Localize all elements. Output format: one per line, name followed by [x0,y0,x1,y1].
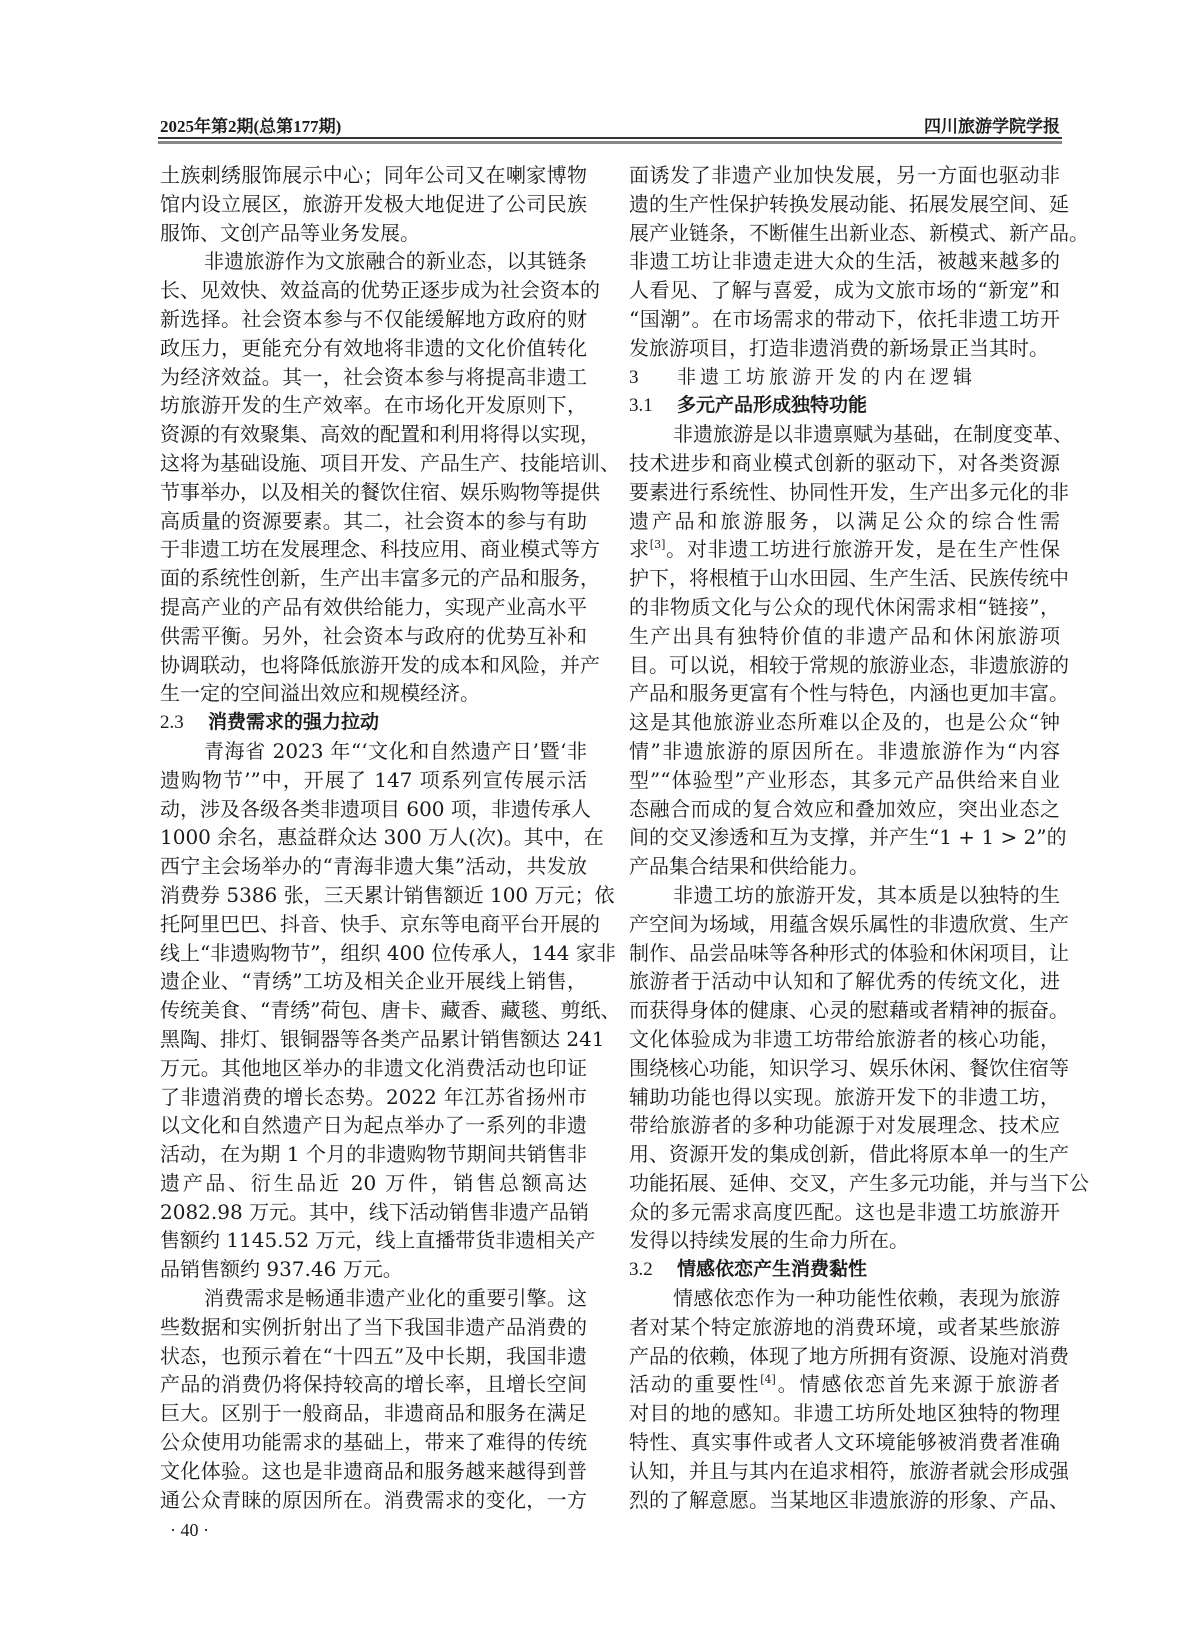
line-text: 公众使用功能需求的基础上，带来了难得的传统 [160,1430,587,1455]
text-line [629,679,1069,708]
line-text: 人看见、了解与喜爱，成为文旅市场的“新宠”和 [629,278,1060,303]
text-line [629,507,1060,536]
line-text: 品销售额约 937.46 万元。 [160,1257,403,1282]
text-line [160,334,587,363]
line-text: 护下，将根植于山水田园、生产生活、民族传统中 [629,566,1069,591]
line-text: 面诱发了非遗产业加快发展，另一方面也驱动非 [629,163,1060,187]
line-text: 认知，并且与其内在追求相符，旅游者就会形成强 [629,1458,1069,1483]
line-text: 些数据和实例折射出了当下我国非遗产品消费的 [160,1314,587,1339]
text-line [160,190,587,219]
text-line [629,334,1060,363]
line-text: 众的多元需求高度匹配。这也是非遗工坊旅游开 [629,1199,1060,1224]
text-line [629,564,1069,593]
line-text: 制作、品尝品味等各种形式的体验和休闲项目，让 [629,940,1069,965]
line-text: 产空间为场域，用蕴含娱乐属性的非遗欣赏、生产 [629,911,1069,936]
line-text: 非遗工坊让非遗走进大众的生活，被越来越多的 [629,249,1060,274]
text-line [160,679,587,708]
text-line [160,939,616,968]
line-text: 的非物质文化与公众的现代休闲需求相“链接”， [629,594,1060,619]
line-text: 间的交叉渗透和互为支撑，并产生“1 + 1 > 2”的 [629,825,1067,850]
text-line [160,1083,587,1112]
text-line [629,478,1069,507]
text-line [629,1428,1060,1457]
line-text: 面的系统性创新，生产出丰富多元的产品和服务， [160,566,600,591]
text-line [160,795,591,824]
line-text: 遗企业、“青绣”工坊及相关企业开展线上销售， [160,969,587,994]
text-line [629,1457,1069,1486]
text-line [629,305,1060,334]
text-line [629,276,1060,305]
line-text: 而获得身体的健康、心灵的慰藉或者精神的振奋。 [629,998,1069,1023]
line-text: 活动的重要性 [629,1372,761,1397]
text-line [160,1226,596,1255]
text-line [160,305,587,334]
text-line [160,219,587,248]
line-text: 非遗旅游作为文旅融合的新业态，以其链条 [204,249,587,274]
text-line [629,1370,1060,1399]
text-line [160,622,587,651]
text-line [629,1198,1060,1227]
line-text: 活动，在为期 1 个月的非遗购物节期间共销售非 [160,1142,587,1167]
text-line [160,852,587,881]
line-text: 传统美食、“青绣”荷包、唐卡、藏香、藏毯、剪纸、 [160,998,621,1023]
line-text: 遗产品和旅游服务，以满足公众的综合性需 [629,508,1060,533]
text-line [629,420,1073,449]
line-text: 馆内设立展区，旅游开发极大地促进了公司民族 [160,191,587,216]
text-line [160,823,604,852]
line-text: 遗的生产性保护转换发展动能、拓展发展空间、延 [629,191,1069,216]
text-line [629,1083,1060,1112]
line-text: 2082.98 万元。其中，线下活动销售非遗产品销 [160,1199,590,1224]
text-line [629,967,1060,996]
line-text: “国潮”。在市场需求的带动下，依托非遗工坊开 [629,306,1060,331]
line-text: 这是其他旅游业态所难以企及的，也是公众“钟 [629,710,1060,735]
line-text: 动，涉及各级各类非遗项目 600 项，非遗传承人 [160,796,591,821]
line-text: 为经济效益。其一，社会资本参与将提高非遗工 [160,364,587,389]
text-line [160,363,587,392]
section-number: 2.3 [160,712,184,734]
line-text: 资源的有效聚集、高效的配置和利用将得以实现， [160,422,600,447]
text-line [629,1111,1060,1140]
heading-text: 多元产品形成独特功能 [677,394,868,417]
line-text: 生产出具有独特价值的非遗产品和休闲旅游项 [629,623,1060,648]
heading-text: 非遗工坊旅游开发的内在逻辑 [677,365,977,388]
left-column [160,161,621,1514]
line-text: 提高产业的产品有效供给能力，实现产业高水平 [160,594,587,619]
text-line [629,939,1069,968]
text-line [629,190,1069,219]
text-line [629,737,1060,766]
line-text: 产品和服务更富有个性与特色，内涵也更加丰富。 [629,681,1069,706]
line-text: 技术进步和商业模式创新的驱动下，对各类资源 [629,450,1060,475]
line-text: 特性、真实事件或者人文环境能够被消费者准确 [629,1430,1060,1455]
header-rule [158,137,1062,139]
heading-text: 情感依恋产生消费黏性 [677,1258,868,1281]
text-line [160,161,587,190]
line-text: 求 [629,537,650,562]
section-heading [629,363,1060,392]
text-line [160,507,587,536]
line-text: 产品的依赖，体现了地方所拥有资源、设施对消费 [629,1343,1069,1368]
section-heading [160,708,587,737]
section-number: 3.1 [629,395,653,417]
line-text: 非遗旅游是以非遗禀赋为基础，在制度变革、 [673,422,1073,447]
line-text: 消费券 5386 张，三天累计销售额近 100 万元；依 [160,882,615,907]
text-line [629,1226,1060,1255]
text-line [160,1486,587,1515]
line-text: 托阿里巴巴、抖音、快手、京东等电商平台开展的 [160,911,600,936]
text-line [160,1284,587,1313]
line-text: 对目的地的感知。非遗工坊所处地区独特的物理 [629,1401,1060,1426]
text-line [629,1025,1060,1054]
line-text: 辅助功能也得以实现。旅游开发下的非遗工坊， [629,1084,1060,1109]
line-text: 态融合而成的复合效应和叠加效应，突出业态之 [629,796,1060,821]
text-line [160,1428,587,1457]
text-line [160,881,615,910]
line-text: 土族刺绣服饰展示中心；同年公司又在喇家博物 [160,163,587,187]
line-text: 者对某个特定旅游地的消费环境，或者某些旅游 [629,1314,1060,1339]
line-text: 情”非遗旅游的原因所在。非遗旅游作为“内容 [629,738,1060,763]
text-line [629,219,1089,248]
line-text: 遗购物节’”中，开展了 147 项系列宣传展示活 [160,767,587,792]
line-text: 型”“体验型”产业形态，其多元产品供给来自业 [629,767,1060,792]
line-text: 1000 余名，惠益群众达 300 万人(次)。其中，在 [160,825,604,850]
line-text: 目。可以说，相较于常规的旅游业态，非遗旅游的 [629,652,1069,677]
text-line [629,161,1060,190]
line-text: 巨大。区别于一般商品，非遗商品和服务在满足 [160,1401,587,1426]
line-text: 售额约 1145.52 万元，线上直播带货非遗相关产 [160,1228,596,1253]
line-text: 遗产品、衍生品近 20 万件，销售总额高达 [160,1170,587,1195]
header-rule-secondary [158,141,1062,144]
text-line [160,910,600,939]
text-line [629,535,1060,564]
text-line [160,1198,590,1227]
section-heading [629,1255,1060,1284]
text-line [629,1169,1089,1198]
line-text: 于非遗工坊在发展理念、科技应用、商业模式等方 [160,537,600,562]
text-line [629,1342,1069,1371]
line-text: 供需平衡。另外，社会资本与政府的优势互补和 [160,623,587,648]
text-line [160,996,621,1025]
line-text: 情感依恋作为一种功能性依赖，表现为旅游 [673,1286,1060,1311]
journal-title: 四川旅游学院学报 [924,117,1060,136]
text-line [160,1399,587,1428]
line-text: 要素进行系统性、协同性开发，生产出多元化的非 [629,479,1069,504]
citation-ref[interactable]: [3] [649,538,666,552]
line-text: 发旅游项目，打造非遗消费的新场景正当其时。 [629,335,1049,360]
text-line [160,766,587,795]
line-text: 用、资源开发的集成创新，借此将原本单一的生产 [629,1142,1069,1167]
text-line [629,1140,1069,1169]
text-line [629,1284,1060,1313]
text-line [629,651,1069,680]
section-heading [629,391,1060,420]
text-line [160,535,600,564]
issue-info: 2025年第2期(总第177期) [160,117,342,136]
text-line [160,478,600,507]
text-line [160,420,600,449]
text-line [629,852,1060,881]
text-line [160,391,587,420]
text-line [160,564,600,593]
text-line [160,1169,587,1198]
text-line [629,1054,1069,1083]
line-text: 生一定的空间溢出效应和规模经济。 [160,681,480,706]
line-text: 旅游者于活动中认知和了解优秀的传统文化，进 [629,969,1060,994]
text-line [160,1140,587,1169]
text-line [629,247,1060,276]
text-line [629,593,1060,622]
line-text: 文化体验。这也是非遗商品和服务越来越得到普 [160,1458,587,1483]
line-text: 协调联动，也将降低旅游开发的成本和风险，并产 [160,652,600,677]
heading-text: 消费需求的强力拉动 [208,711,380,734]
text-line [160,1255,587,1284]
text-line [629,795,1060,824]
text-line [629,1313,1060,1342]
line-text: 。情感依恋首先来源于旅游者 [775,1372,1061,1397]
line-text: 了非遗消费的增长态势。2022 年江苏省扬州市 [160,1084,587,1109]
text-line [160,449,620,478]
line-text: 发得以持续发展的生命力所在。 [629,1228,909,1253]
line-text: 产品的消费仍将保持较高的增长率，且增长空间 [160,1372,587,1397]
line-text: 以文化和自然遗产日为起点举办了一系列的非遗 [160,1113,587,1138]
text-line [629,449,1060,478]
right-column [629,161,1089,1514]
text-line [629,622,1060,651]
text-line [160,593,587,622]
line-text: 政压力，更能充分有效地将非遗的文化价值转化 [160,335,587,360]
text-line [160,1370,587,1399]
text-line [160,737,587,766]
text-line [160,651,600,680]
line-text: 高质量的资源要素。其二，社会资本的参与有助 [160,508,587,533]
line-text: 线上“非遗购物节”，组织 400 位传承人，144 家非 [160,940,616,965]
text-line [160,247,587,276]
line-text: 功能拓展、延伸、交叉，产生多元功能，并与当下公 [629,1170,1089,1195]
line-text: 消费需求是畅通非遗产业化的重要引擎。这 [204,1286,587,1311]
line-text: 带给旅游者的多种功能源于对发展理念、技术应 [629,1113,1060,1138]
line-text: 节事举办，以及相关的餐饮住宿、娱乐购物等提供 [160,479,600,504]
text-line [629,996,1069,1025]
text-line [160,1025,605,1054]
line-text: 西宁主会场举办的“青海非遗大集”活动，共发放 [160,854,587,879]
running-head [160,112,1060,136]
line-text: 黑陶、排灯、银铜器等各类产品累计销售额达 241 [160,1026,605,1051]
text-line [629,881,1060,910]
line-text: 服饰、文创产品等业务发展。 [160,220,420,245]
citation-ref[interactable]: [4] [760,1373,776,1387]
line-text: 烈的了解意愿。当某地区非遗旅游的形象、产品、 [629,1487,1069,1512]
text-line [160,1342,587,1371]
line-text: 这将为基础设施、项目开发、产品生产、技能培训、 [160,450,620,475]
text-line [629,1486,1069,1515]
line-text: 展产业链条，不断催生出新业态、新模式、新产品。 [629,220,1089,245]
text-line [629,766,1060,795]
text-line [629,910,1069,939]
text-line [160,1457,587,1486]
line-text: 万元。其他地区举办的非遗文化消费活动也印证 [160,1055,587,1080]
line-text: 非遗工坊的旅游开发，其本质是以独特的生 [673,882,1060,907]
line-text: 坊旅游开发的生产效率。在市场化开发原则下， [160,393,587,418]
line-text: 新选择。社会资本参与不仅能缓解地方政府的财 [160,306,587,331]
line-text: 。对非遗工坊进行旅游开发，是在生产性保 [665,537,1061,562]
line-text: 围绕核心功能，知识学习、娱乐休闲、餐饮住宿等 [629,1055,1069,1080]
line-text: 文化体验成为非遗工坊带给旅游者的核心功能， [629,1026,1060,1051]
text-line [160,967,587,996]
line-text: 产品集合结果和供给能力。 [629,854,869,879]
line-text: 通公众青睐的原因所在。消费需求的变化，一方 [160,1487,587,1512]
section-number: 3.2 [629,1259,653,1281]
line-text: 青海省 2023 年“‘文化和自然遗产日’暨‘非 [204,738,587,763]
line-text: 状态，也预示着在“十四五”及中长期，我国非遗 [160,1343,587,1368]
text-line [160,1054,587,1083]
line-text: 长、见效快、效益高的优势正逐步成为社会资本的 [160,278,600,303]
text-line [629,1399,1060,1428]
page-number: · 40 · [170,1520,209,1540]
text-line [160,276,600,305]
section-number: 3 [629,366,639,388]
text-line [160,1313,587,1342]
text-line [629,823,1067,852]
text-line [629,708,1060,737]
text-line [160,1111,587,1140]
